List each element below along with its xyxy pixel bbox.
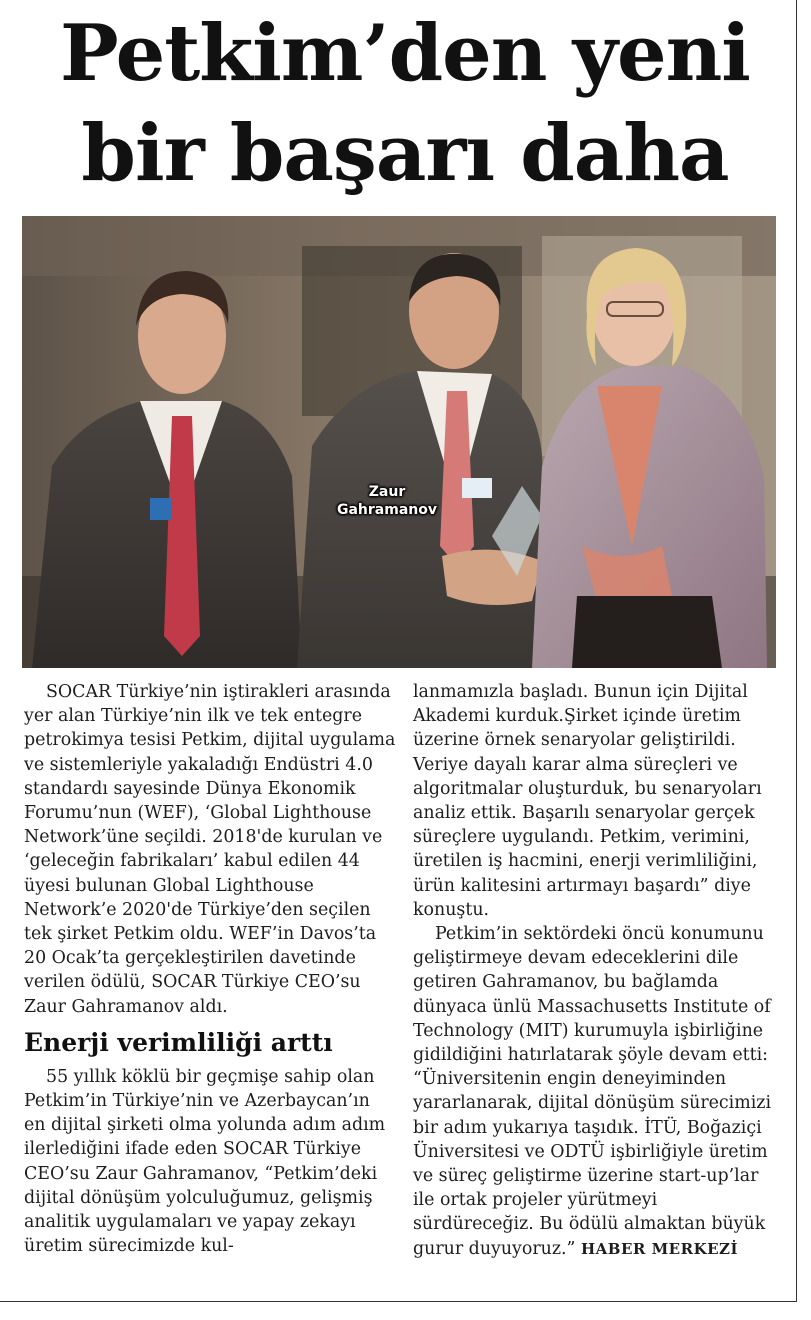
photo-caption-line-2: Gahramanov: [336, 502, 437, 518]
article-column-left: [24, 680, 396, 1258]
subheading: Enerji verimliliği arttı: [24, 1027, 333, 1057]
photo-caption: [322, 483, 452, 519]
paragraph-2: 55 yıllık köklü bir geçmişe sahip olan Petkim’in Türkiye’nin ve Azerbaycan’ın en dijital şirketi olma yolunda adım adım ilerlediğini ifade eden SOCAR Türkiye CEO’su Zaur Gahramanov, “Petkim’deki dijital dönüşüm yolculuğumuz, gelişmiş analitik uygulamaları ve yapay zekayı üretim sürecimizde kul-: [24, 1066, 386, 1257]
author-signature: HABER MERKEZİ: [580, 1239, 739, 1258]
headline-line-2: bir başarı daha: [81, 108, 729, 199]
article-column-right: [413, 680, 781, 1261]
photo-caption-line-1: Zaur: [368, 484, 406, 500]
paragraph-4: [413, 922, 781, 1261]
news-photo: [22, 216, 776, 668]
paragraph-4-text: Petkim’in sektördeki öncü konumunu geliştirmeye devam edeceklerini dile getiren Gahramanov, bu bağlamda dünyaca ünlü Massachusetts Institute of Technology (MIT) kurumuyla işbirliğine gidildiğini hatırlatarak şöyle devam etti: “Üniversitenin engin deneyiminden yararlanarak, dijital dönüşüm sürecimizi bir adım yukarıya taşıdık. İTÜ, Boğaziçi Üniversitesi ve ODTÜ işbirliğiyle üretim ve süreç geliştirme üzerine start-up’lar ile ortak projeler yürütmeyi sürdüreceğiz. Bu ödülü almaktan büyük gurur duyuyoruz.”: [413, 924, 772, 1259]
headline-line-1: Petkim’den yeni: [60, 8, 750, 99]
paragraph-3: lanmamızla başladı. Bunun için Dijital Akademi kurduk.Şirket içinde üretim üzerine örnek senaryolar geliştirildi. Veriye dayalı karar alma süreçleri ve algoritmalar oluşturduk, bu senaryoları analiz ettik. Başarılı senaryolar gerçek süreçlere uygulandı. Petkim, verimini, üretilen iş hacmini, enerji verimliliğini, ürün kalitesini artırmayı başardı” diye konuştu.: [413, 682, 762, 920]
headline: [20, 4, 790, 204]
paragraph-1: SOCAR Türkiye’nin iştirakleri arasında yer alan Türkiye’nin ilk ve tek entegre petrokimya tesisi Petkim, dijital uygulama ve sistemleriyle yakaladığı Endüstri 4.0 standardı sayesinde Dünya Ekonomik Forumu’nun (WEF), ‘Global Lighthouse Network’üne seçildi. 2018'de kurulan ve ‘geleceğin fabrikaları’ kabul edilen 44 üyesi bulunan Global Lighthouse Network’e 2020'de Türkiye’den seçilen tek şirket Petkim oldu. WEF’in Davos’ta 20 Ocak’ta gerçekleştirilen davetinde verilen ödülü, SOCAR Türkiye CEO’su Zaur Gahramanov aldı.: [24, 682, 396, 1017]
